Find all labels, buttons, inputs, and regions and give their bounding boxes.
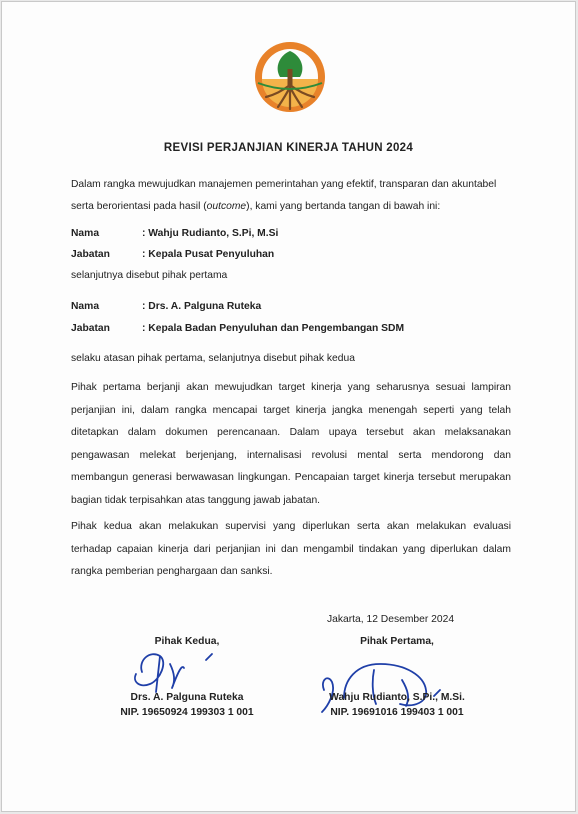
document-page: [1, 1, 576, 812]
document-title: REVISI PERJANJIAN KINERJA TAHUN 2024: [163, 142, 414, 154]
party2-designation: selaku atasan pihak pertama, selanjutnya disebut pihak kedua: [71, 353, 355, 364]
commitment-paragraph: Pihak pertama berjanji akan mewujudkan target kinerja yang seharusnya sesuai lampiran perjanjian ini, dalam rangka mencapai target kinerja jangka menengah seperti yang telah ditetapkan dalam dokumen perencanaan. Dalam upaya tersebut akan melaksanakan pengawasan melekat berjenjang, internalisasi revolusi mental serta mendorong dan membangun generasi berwawasan lingkungan. Pencapaian target kinerja tersebut merupakan bagian tidak terpisahkan atas tanggung jawab jabatan.: [71, 382, 511, 506]
supervision-paragraph: Pihak kedua akan melakukan supervisi yang diperlukan serta akan melakukan evaluasi terhadap capaian kinerja dari perjanjian ini dan mengambil tindakan yang diperlukan dalam rangka pemberian penghargaan dan sanksi.: [71, 521, 511, 577]
intro-paragraph: Dalam rangka mewujudkan manajemen pemerintahan yang efektif, transparan dan akuntabel serta berorientasi pada hasil (outcome), kami yang bertanda tangan di bawah ini:: [71, 179, 497, 212]
party2-position-label: Jabatan: [71, 323, 110, 334]
party1-position-value: : Kepala Pusat Penyuluhan: [142, 249, 275, 260]
party1-designation: selanjutnya disebut pihak pertama: [71, 270, 228, 281]
party2-position-value: : Kepala Badan Penyuluhan dan Pengembangan SDM: [142, 323, 405, 334]
signatory-left-role: Pihak Kedua,: [154, 636, 220, 647]
party2-name-value: : Drs. A. Palguna Ruteka: [142, 301, 262, 312]
party2-name-label: Nama: [71, 301, 100, 312]
signatory-right-nip: NIP. 19691016 199403 1 001: [330, 707, 464, 718]
party1-name-label: Nama: [71, 228, 100, 239]
signatory-right-role: Pihak Pertama,: [360, 636, 434, 647]
ministry-logo: [252, 39, 328, 115]
place-date: Jakarta, 12 Desember 2024: [327, 614, 455, 625]
signatory-left-nip: NIP. 19650924 199303 1 001: [120, 707, 254, 718]
signatory-left-name: Drs. A. Palguna Ruteka: [130, 692, 244, 703]
signatory-right-name: Wahju Rudianto, S.Pi., M.Si.: [329, 692, 465, 703]
party1-position-label: Jabatan: [71, 249, 110, 260]
party1-name-value: : Wahju Rudianto, S.Pi, M.Si: [142, 228, 279, 239]
